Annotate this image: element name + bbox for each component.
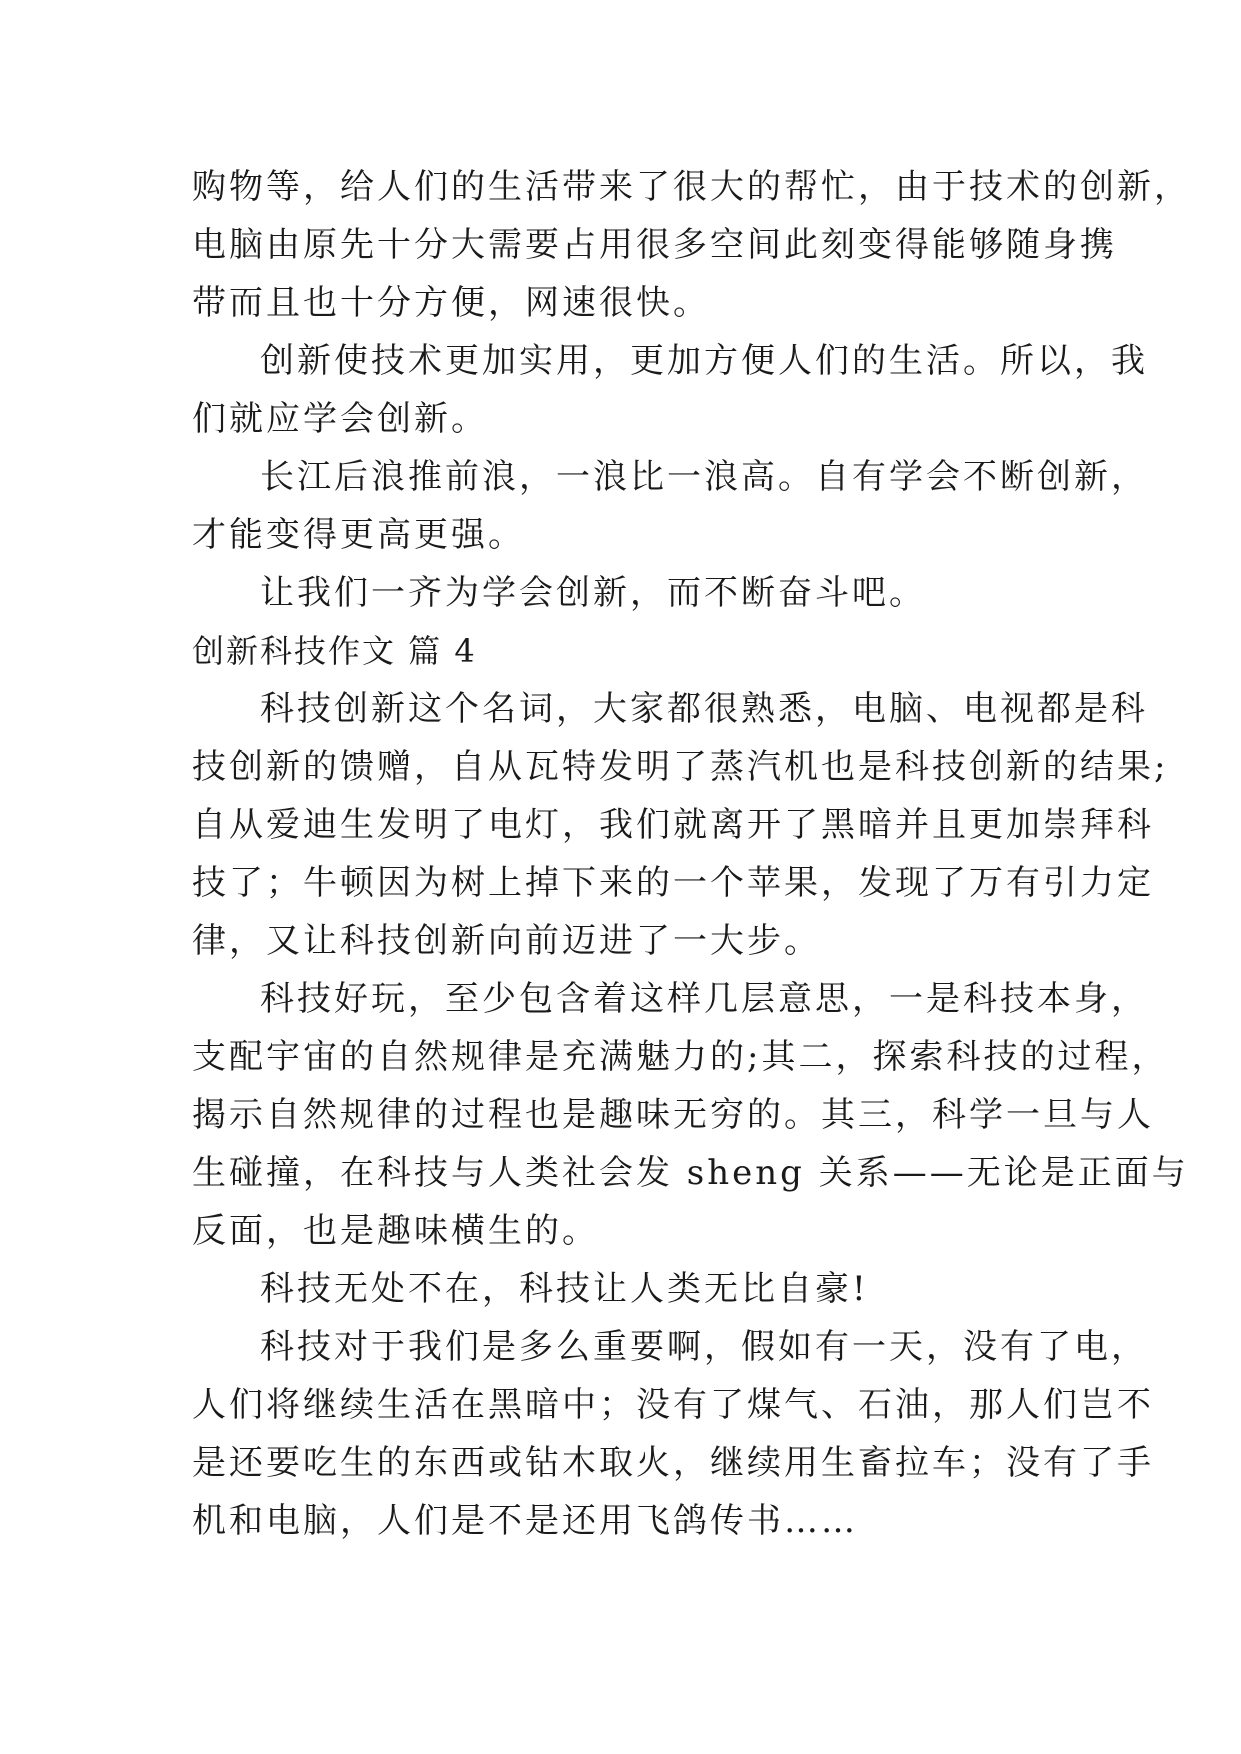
text-line: 科技创新这个名词，大家都很熟悉，电脑、电视都是科	[260, 689, 1148, 729]
text-line: 技了；牛顿因为树上掉下来的一个苹果，发现了万有引力定	[192, 863, 1154, 903]
paragraph	[192, 680, 1169, 970]
text-line: 人们将继续生活在黑暗中；没有了煤气、石油，那人们岂不	[192, 1385, 1154, 1425]
text-line: 电脑由原先十分大需要占用很多空间此刻变得能够随身携	[192, 225, 1117, 265]
text-line: 购物等，给人们的生活带来了很大的帮忙，由于技术的创新，	[192, 167, 1191, 207]
document-page	[192, 158, 1191, 1550]
text-line: 揭示自然规律的过程也是趣味无穷的。其三，科学一旦与人	[192, 1095, 1154, 1135]
paragraph	[192, 1318, 1154, 1550]
text-line: 生碰撞，在科技与人类社会发 sheng 关系——无论是正面与	[192, 1153, 1189, 1193]
text-line: 自从爱迪生发明了电灯，我们就离开了黑暗并且更加崇拜科	[192, 805, 1154, 845]
text-line: 反面，也是趣味横生的。	[192, 1211, 599, 1251]
text-line: 长江后浪推前浪，一浪比一浪高。自有学会不断创新，	[260, 457, 1148, 497]
text-line: 科技对于我们是多么重要啊，假如有一天，没有了电，	[260, 1327, 1148, 1367]
text-line: 让我们一齐为学会创新，而不断奋斗吧。	[260, 573, 926, 613]
section-heading: 创新科技作文 篇 4	[192, 632, 477, 670]
text-line: 是还要吃生的东西或钻木取火，继续用生畜拉车；没有了手	[192, 1443, 1154, 1483]
text-line: 机和电脑，人们是不是还用飞鸽传书……	[192, 1501, 858, 1541]
paragraph	[192, 332, 1148, 448]
paragraph	[192, 448, 1148, 564]
paragraph	[192, 158, 1191, 332]
paragraph	[192, 1260, 1054, 1318]
paragraph	[192, 970, 1189, 1260]
text-line: 们就应学会创新。	[192, 399, 488, 439]
text-line: 技创新的馈赠，自从瓦特发明了蒸汽机也是科技创新的结果;	[192, 747, 1169, 787]
paragraph	[192, 564, 1054, 622]
text-line: 科技无处不在，科技让人类无比自豪!	[260, 1269, 869, 1309]
text-line: 创新使技术更加实用，更加方便人们的生活。所以，我	[260, 341, 1148, 381]
text-line: 带而且也十分方便，网速很快。	[192, 283, 710, 323]
text-line: 科技好玩，至少包含着这样几层意思，一是科技本身，	[260, 979, 1148, 1019]
text-line: 才能变得更高更强。	[192, 515, 525, 555]
text-line: 支配宇宙的自然规律是充满魅力的;其二，探索科技的过程，	[192, 1037, 1169, 1077]
text-line: 律，又让科技创新向前迈进了一大步。	[192, 921, 821, 961]
